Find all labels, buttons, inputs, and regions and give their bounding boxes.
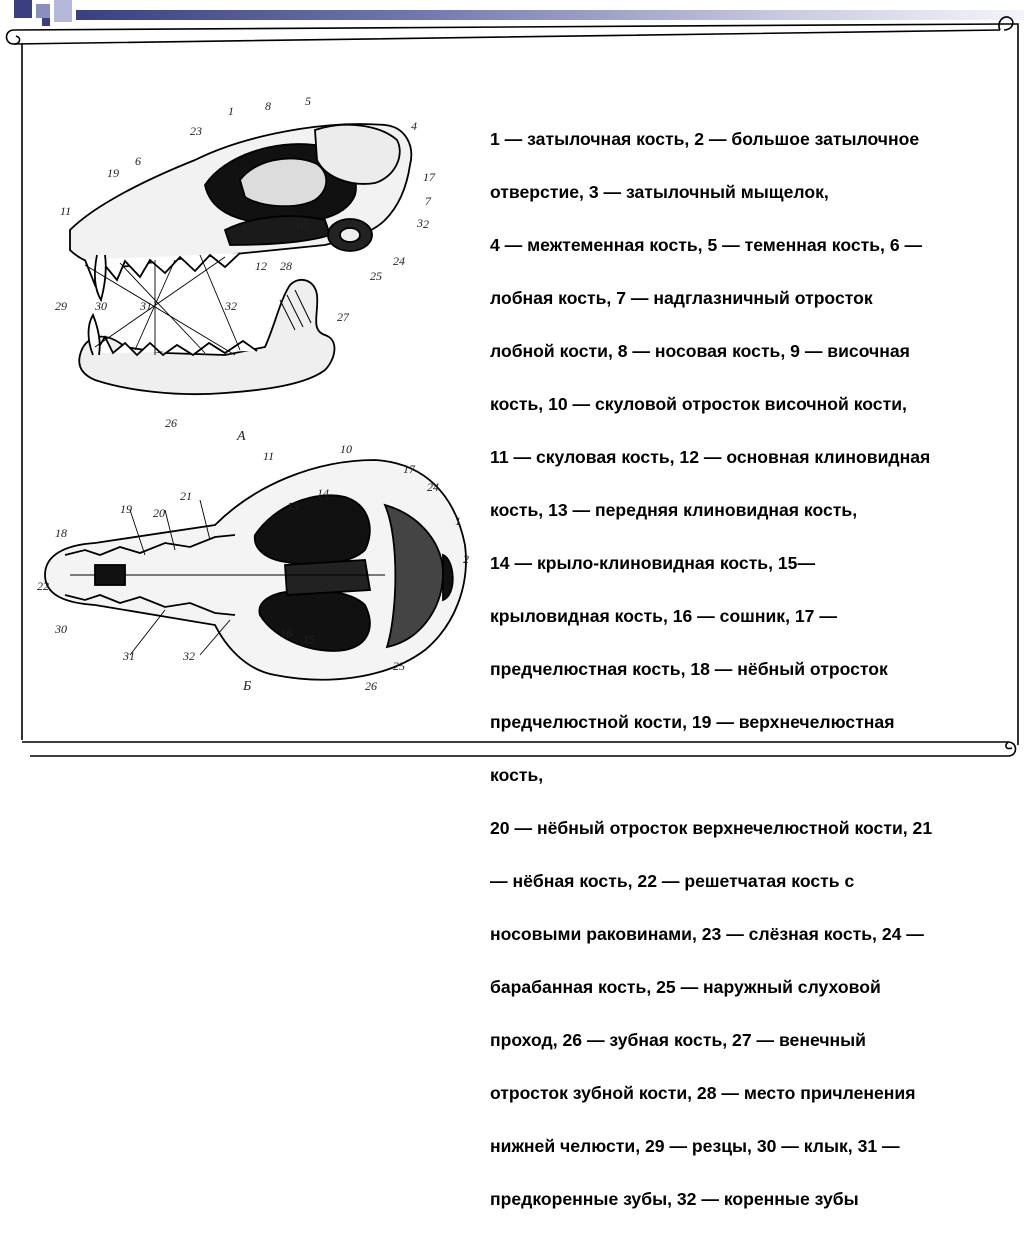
lat-label-26: 26 xyxy=(165,416,177,430)
skull-ventral-view xyxy=(45,460,466,680)
ven-label-31: 31 xyxy=(123,649,135,663)
legend-line: крыловидная кость, 16 — сошник, 17 — xyxy=(490,605,837,626)
ven-label-13: 13 xyxy=(287,499,299,513)
legend-line: предчелюстной кости, 19 — верхнечелюстная xyxy=(490,711,895,732)
legend-line: лобная кость, 7 — надглазничный отросток xyxy=(490,287,873,308)
legend-line: проход, 26 — зубная кость, 27 — венечный xyxy=(490,1029,866,1050)
ven-label-19: 19 xyxy=(120,502,132,516)
lat-label-27: 27 xyxy=(337,310,349,324)
lat-label-6: 6 xyxy=(135,154,141,168)
legend-line: носовыми раковинами, 23 — слёзная кость, 24 — xyxy=(490,923,924,944)
ven-label-11: 11 xyxy=(263,449,275,463)
lat-label-10: 10 xyxy=(295,219,307,233)
lat-label-32: 32 xyxy=(225,299,237,313)
ven-label-14: 14 xyxy=(317,486,329,500)
legend-line: отверстие, 3 — затылочный мыщелок, xyxy=(490,181,829,202)
panel-b-label: Б xyxy=(243,679,252,694)
ven-label-32: 32 xyxy=(183,649,195,663)
ven-label-15: 15 xyxy=(303,632,315,646)
legend-line: 14 — крыло-клиновидная кость, 15— xyxy=(490,552,816,573)
ven-label-21: 21 xyxy=(180,489,192,503)
lat-label-12: 12 xyxy=(255,259,267,273)
ven-label-10: 10 xyxy=(340,442,352,456)
legend-line: — нёбная кость, 22 — решетчатая кость с xyxy=(490,870,855,891)
skull-lateral-view xyxy=(70,124,411,394)
lat-label-4: 4 xyxy=(411,119,417,133)
legend-line: лобной кости, 8 — носовая кость, 9 — височная xyxy=(490,340,910,361)
legend-line: отросток зубной кости, 28 — место причленения xyxy=(490,1082,916,1103)
legend-line: 1 — затылочная кость, 2 — большое затылочное xyxy=(490,128,920,149)
ven-label-18: 18 xyxy=(55,526,67,540)
lat-label-2: 2 xyxy=(423,217,429,231)
lat-label-5: 5 xyxy=(305,94,311,108)
legend-line: барабанная кость, 25 — наружный слуховой xyxy=(490,976,881,997)
lat-label-3: 3 xyxy=(417,216,423,230)
lat-label-29: 29 xyxy=(55,299,67,313)
lat-label-30: 30 xyxy=(95,299,107,313)
legend-line: нижней челюсти, 29 — резцы, 30 — клык, 31 — xyxy=(490,1135,900,1156)
lat-label-19: 19 xyxy=(107,166,119,180)
lat-label-31: 31 xyxy=(140,299,152,313)
lat-label-8: 8 xyxy=(265,99,271,113)
legend-line: 20 — нёбный отросток верхнечелюстной кости, 21 xyxy=(490,817,933,838)
lat-label-24: 24 xyxy=(393,254,405,268)
ven-label-30: 30 xyxy=(55,622,67,636)
legend-line: предчелюстная кость, 18 — нёбный отросток xyxy=(490,658,888,679)
lat-label-11: 11 xyxy=(60,204,72,218)
lat-label-25: 25 xyxy=(370,269,382,283)
lat-label-28: 28 xyxy=(280,259,292,273)
legend-text xyxy=(490,99,1000,1239)
ven-label-24: 24 xyxy=(427,480,439,494)
ven-label-25: 25 xyxy=(393,659,405,673)
ven-label-20: 20 xyxy=(153,506,165,520)
ven-label-1: 1 xyxy=(455,514,461,528)
lat-label-7: 7 xyxy=(425,194,431,208)
legend-line: кость, 10 — скуловой отросток височной кости, xyxy=(490,393,907,414)
ven-label-26: 26 xyxy=(365,679,377,693)
legend-line: кость, 13 — передняя клиновидная кость, xyxy=(490,499,858,520)
lat-label-23: 23 xyxy=(190,124,202,138)
legend-line: 11 — скуловая кость, 12 — основная клиновидная xyxy=(490,446,931,467)
legend-line: предкоренные зубы, 32 — коренные зубы xyxy=(490,1188,859,1209)
ven-label-16: 16 xyxy=(280,626,292,640)
skull-illustration xyxy=(25,85,485,705)
legend-line: 4 — межтеменная кость, 5 — теменная кость, 6 — xyxy=(490,234,923,255)
panel-a-label: А xyxy=(237,429,246,444)
ven-label-17: 17 xyxy=(403,462,415,476)
lat-label-17: 17 xyxy=(423,170,435,184)
lat-label-1: 1 xyxy=(228,104,234,118)
ven-label-2: 2 xyxy=(463,552,469,566)
legend-line: кость, xyxy=(490,764,544,785)
ven-label-22: 22 xyxy=(37,579,49,593)
